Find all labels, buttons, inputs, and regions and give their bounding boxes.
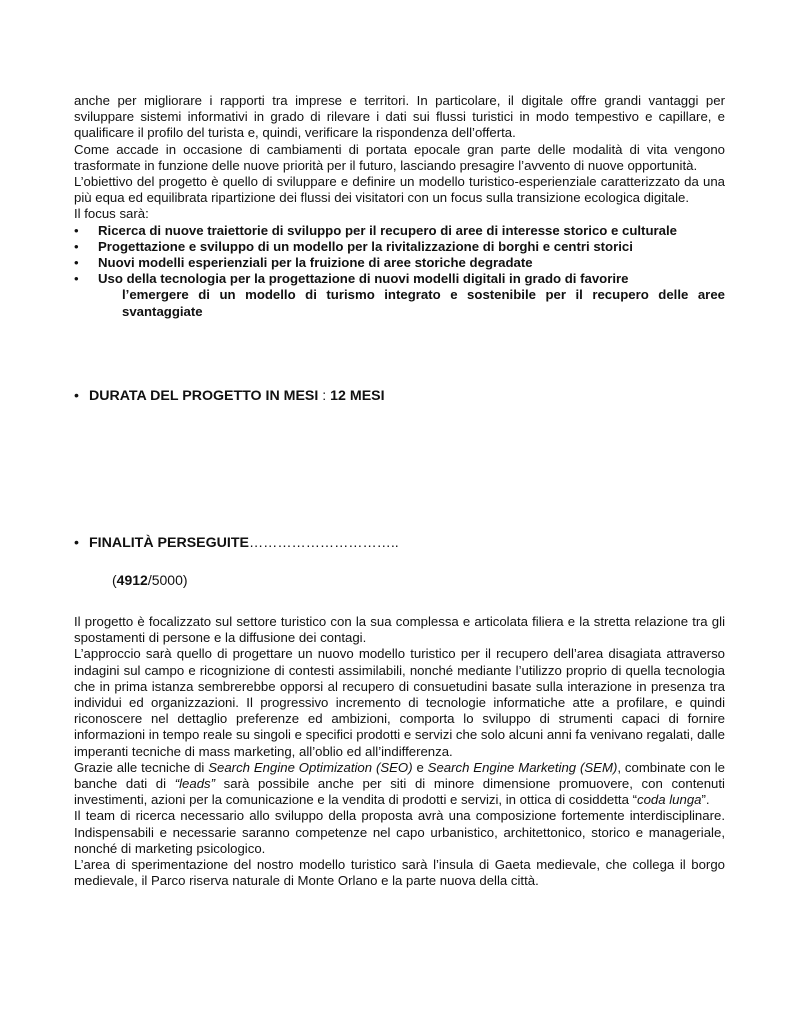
bullet-icon: • [74, 535, 79, 551]
finalita-paragraph-1: Il progetto è focalizzato sul settore turistico con la sua complessa e articolata filiera e la stretta relazione tra gli spostamenti di persone e la diffusione dei contagi. [74, 614, 725, 646]
finalita-section [74, 614, 725, 889]
bullet-icon: • [74, 238, 79, 254]
focus-item: • Uso della tecnologia per la progettazione di nuovi modelli digitali in grado di favorire l’emergere di un modello di turismo integrato e sostenibile per il recupero delle aree svantaggiate [74, 271, 725, 319]
finalita-paragraph-2: L’approccio sarà quello di progettare un nuovo modello turistico per il recupero dell’area disagiata attraverso indagini sul campo e ricognizione di contesti assimilabili, nonché mediante l’utilizzo proprio di quella tecnologia che in prima istanza sembrerebbe opporsi al recupero di consuetudini basate sulla interazione in presenza tra individui ed organizzazioni. Il progressivo incremento di tecnologie informatiche atte a profilare, e quindi riconoscere nel dettaglio preferenze ed ambizioni, comporta lo sviluppo di strumenti capaci di fornire informazioni in tempo reale su singoli e specifici prodotti e servizi che solo alcuni anni fa venivano regalati, dalle imperanti tecniche di mass marketing, all’oblio ed all’indifferenza. [74, 646, 725, 759]
finalita-paragraph-3: Grazie alle tecniche di Search Engine Optimization (SEO) e Search Engine Marketing (SEM), combinate con le banche dati di “leads” sarà possibile anche per siti di minore dimensione promuovere, con contenuti investimenti, azioni per la comunicazione e la vendita di prodotti e servizi, in ottica di cosiddetta “coda lunga”. [74, 759, 725, 808]
leads-term: “leads” [174, 776, 216, 792]
duration-label: DURATA DEL PROGETTO IN MESI [88, 388, 319, 404]
coda-lunga-term: coda lunga [636, 792, 702, 808]
seo-term: Search Engine Optimization (SEO) [208, 759, 413, 775]
character-count: (4912/5000) [112, 572, 188, 588]
duration-separator: : [318, 388, 331, 404]
intro-paragraph-2: Come accade in occasione di cambiamenti di portata epocale gran parte delle modalità di vita vengono trasformate in funzione delle nuove priorità per il futuro, lasciando presagire l’avvento di nuove opportunità. [74, 141, 725, 173]
intro-paragraph-3: L’obiettivo del progetto è quello di sviluppare e definire un modello turistico-esperienziale caratterizzato da una più equa ed equilibrata ripartizione dei flussi dei visitatori con un focus sulla transizione ecologica digitale. [74, 174, 725, 206]
focus-label: Il focus sarà: [74, 206, 149, 222]
finalita-dots: ………………………….. [248, 535, 399, 551]
focus-item: • Ricerca di nuove traiettorie di sviluppo per il recupero di aree di interesse storico e culturale [74, 222, 677, 238]
intro-paragraph-1: anche per migliorare i rapporti tra imprese e territori. In particolare, il digitale offre grandi vantaggi per sviluppare sistemi informativi in grado di rilevare i dati sui flussi turistici in modo tempestivo e capillare, e qualificare il profilo del turista e, quindi, verificare la rispondenza dell’offerta. [74, 93, 725, 141]
bullet-icon: • [74, 388, 79, 404]
finalita-paragraph-5: L’area di sperimentazione del nostro modello turistico sarà l’insula di Gaeta medievale, che collega il borgo medievale, il Parco riserva naturale di Monte Orlano e la parte nuova della città. [74, 857, 725, 889]
intro-section [74, 93, 725, 320]
finalita-paragraph-4: Il team di ricerca necessario allo sviluppo della proposta avrà una composizione fortemente interdisciplinare. Indispensabili e necessarie saranno competenze nel capo urbanistico, architettonico, storico e manageriale, nonché di marketing psicologico. [74, 808, 725, 856]
sem-term: Search Engine Marketing (SEM) [427, 759, 618, 775]
finalita-heading [74, 535, 399, 551]
character-count-max: /5000) [147, 572, 188, 588]
focus-list [74, 223, 725, 320]
bullet-icon: • [74, 271, 79, 287]
duration-value: 12 MESI [330, 388, 385, 404]
focus-item: • Progettazione e sviluppo di un modello per la rivitalizzazione di borghi e centri storici [74, 238, 633, 254]
bullet-icon: • [74, 255, 79, 271]
finalita-label: FINALITÀ PERSEGUITE [88, 535, 249, 551]
duration-heading [74, 388, 385, 404]
focus-item: • Nuovi modelli esperienziali per la fruizione di aree storiche degradate [74, 255, 533, 271]
character-count-used: 4912 [116, 572, 148, 588]
bullet-icon: • [74, 222, 79, 238]
